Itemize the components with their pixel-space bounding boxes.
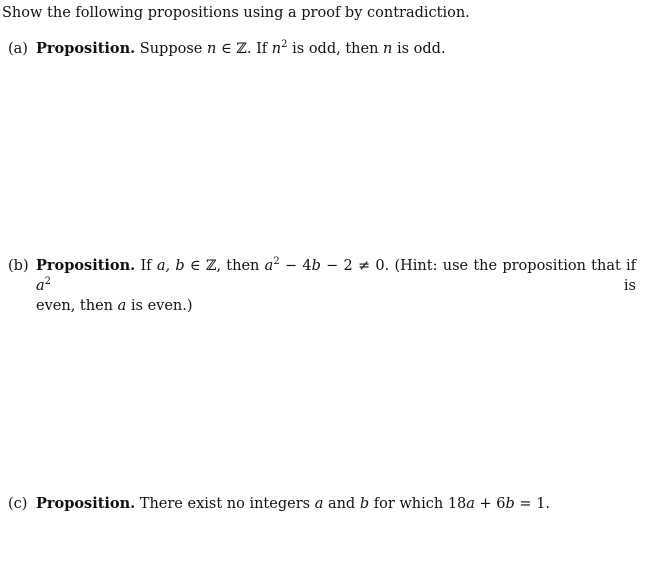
problem-b-expr-mid: − 4	[279, 258, 312, 274]
problem-c-heading: Proposition.	[36, 495, 136, 512]
problem-b-line2-end: is even.)	[130, 298, 193, 314]
problem-b	[8, 256, 636, 316]
problem-c-text1: There exist no integers	[139, 496, 311, 512]
problem-b-statement-line1	[36, 256, 636, 296]
problem-c	[8, 494, 636, 514]
problem-a-elem: ∈ ℤ. If	[220, 41, 268, 57]
instructions-text: Show the following propositions using a proof by contradiction.	[2, 5, 470, 21]
problem-a-text1: Suppose	[139, 41, 203, 57]
problem-c-text4: = 1.	[514, 496, 551, 512]
problem-b-heading: Proposition.	[36, 257, 136, 274]
problem-a-label: (a)	[8, 41, 28, 57]
problem-b-var-a2: a	[36, 278, 45, 294]
problem-a	[8, 39, 636, 59]
problem-b-vars-ab: a, b	[156, 258, 185, 274]
problem-a-heading: Proposition.	[36, 40, 136, 57]
problem-b-expr-end: − 2 ≠ 0. (Hint: use the proposition that if	[320, 258, 637, 274]
problem-c-statement	[36, 494, 636, 514]
problem-a-var-n1: n	[206, 41, 217, 57]
problem-b-statement-line2	[36, 296, 636, 316]
problem-a-exp: 2	[281, 39, 288, 50]
problem-b-elem: ∈ ℤ, then	[189, 258, 260, 274]
problem-a-var-n3: n	[383, 41, 393, 57]
problem-a-text3: is odd.	[396, 41, 446, 57]
problem-b-var-a3: a	[117, 298, 127, 314]
problem-c-text3: + 6	[474, 496, 506, 512]
problem-a-var-n2: n	[271, 41, 282, 57]
problem-a-statement	[36, 39, 636, 59]
problem-b-label: (b)	[8, 258, 29, 274]
problem-b-var-a1: a	[264, 258, 274, 274]
problem-b-exp1: 2	[273, 256, 280, 267]
problem-a-text2: is odd, then	[292, 41, 379, 57]
problem-c-label: (c)	[8, 496, 28, 512]
problem-c-var-a: a	[314, 496, 324, 512]
problem-c-text2: for which 18	[373, 496, 467, 512]
problem-c-var-a2: a	[466, 496, 475, 512]
problem-b-exp2: 2	[44, 276, 52, 287]
problem-b-text-is: is	[623, 278, 636, 294]
problem-b-text1: If	[140, 258, 152, 274]
problem-c-var-b: b	[359, 496, 370, 512]
problem-c-text-and: and	[327, 496, 356, 512]
problem-c-var-b2: b	[505, 496, 515, 512]
problem-b-line2-start: even, then	[36, 298, 113, 314]
problem-b-var-b: b	[311, 258, 321, 274]
